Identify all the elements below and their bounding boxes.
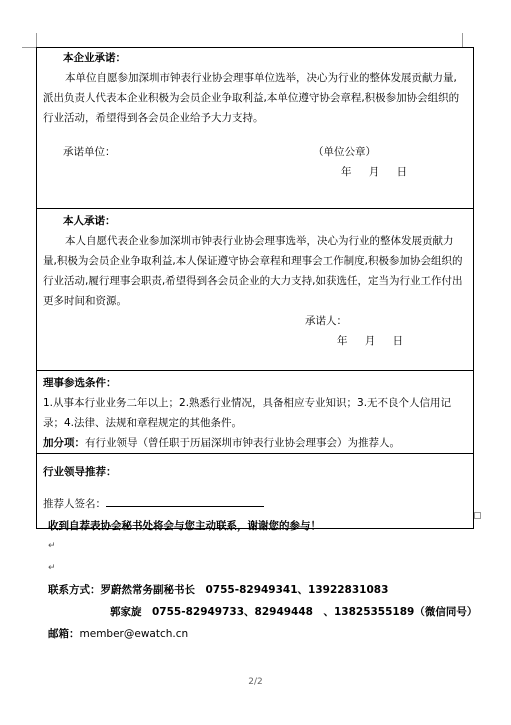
recommender-signature-line[interactable] xyxy=(106,494,264,507)
crop-mark xyxy=(474,512,481,519)
page-number: 2/2 xyxy=(248,677,263,687)
crop-mark xyxy=(22,47,36,48)
thanks-note: 收到自荐表协会秘书处将会与您主动联系，谢谢您的参与！ xyxy=(48,520,321,532)
bonus-row xyxy=(43,433,467,453)
crop-mark xyxy=(36,33,37,47)
contact-row-1 xyxy=(48,582,388,598)
bonus-text: 有行业领导（曾任职于历届深圳市钟表行业协会理事会）为推荐人。 xyxy=(85,437,400,449)
recommender-sign-label: 推荐人签名： xyxy=(43,498,106,510)
commitment-unit-row xyxy=(43,142,467,162)
bonus-label: 加分项： xyxy=(43,437,85,449)
paragraph-mark: ↵ xyxy=(48,563,56,573)
contact-label: 联系方式： xyxy=(48,584,101,596)
eligibility-conditions: 1.从事本行业业务二年以上；2.熟悉行业情况，具备相应专业知识；3.无不良个人信用记录；4.法律、法规和章程规定的其他条件。 xyxy=(43,397,452,429)
personal-commitment-title: 本人承诺： xyxy=(63,215,116,227)
personal-commitment-date: 年 月 日 xyxy=(337,335,404,347)
recommender-sign-row xyxy=(43,494,467,514)
email-label: 邮箱： xyxy=(48,628,80,640)
personal-commitment-cell xyxy=(37,209,474,371)
email-row xyxy=(48,626,188,642)
contact-person-1: 罗蔚然常务副秘书长 0755-82949341、13922831083 xyxy=(100,584,389,596)
contact-person-2: 郭家旋 0755-82949733、82949448 、13825355189（微信同号） xyxy=(110,606,478,618)
commitment-person-label: 承诺人： xyxy=(305,315,347,327)
personal-commitment-body: 本人自愿代表企业参加深圳市钟表行业协会理事选举，决心为行业的整体发展贡献力量,积极为会员企业争取利益,本人保证遵守协会章程和理事会工作制度,积极参加协会组织的行业活动,履行理事会职责,希望得到各会员企业的大力支持,如获选任，定当为行业工作付出更多时间和资源。 xyxy=(43,235,463,307)
company-commitment-cell xyxy=(37,48,474,209)
eligibility-title: 理事参选条件： xyxy=(43,377,117,389)
eligibility-cell xyxy=(37,371,474,454)
commitment-unit-label: 承诺单位： xyxy=(63,146,116,158)
company-commitment-body: 本单位自愿参加深圳市钟表行业协会理事单位选举，决心为行业的整体发展贡献力量,派出负责人代表本企业积极为会员企业争取利益,本单位遵守协会章程,积极参加协会组织的行业活动，希望得到各会员企业给予大力支持。 xyxy=(43,72,460,124)
company-commitment-title: 本企业承诺： xyxy=(63,52,126,64)
crop-mark xyxy=(462,33,463,47)
company-seal-label: （单位公章） xyxy=(313,146,376,158)
recommendation-title: 行业领导推荐： xyxy=(43,466,117,478)
email-link[interactable]: member@ewatch.cn xyxy=(79,628,189,640)
paragraph-mark: ↵ xyxy=(48,541,56,551)
application-form-table xyxy=(36,47,474,529)
company-commitment-date: 年 月 日 xyxy=(341,166,408,178)
